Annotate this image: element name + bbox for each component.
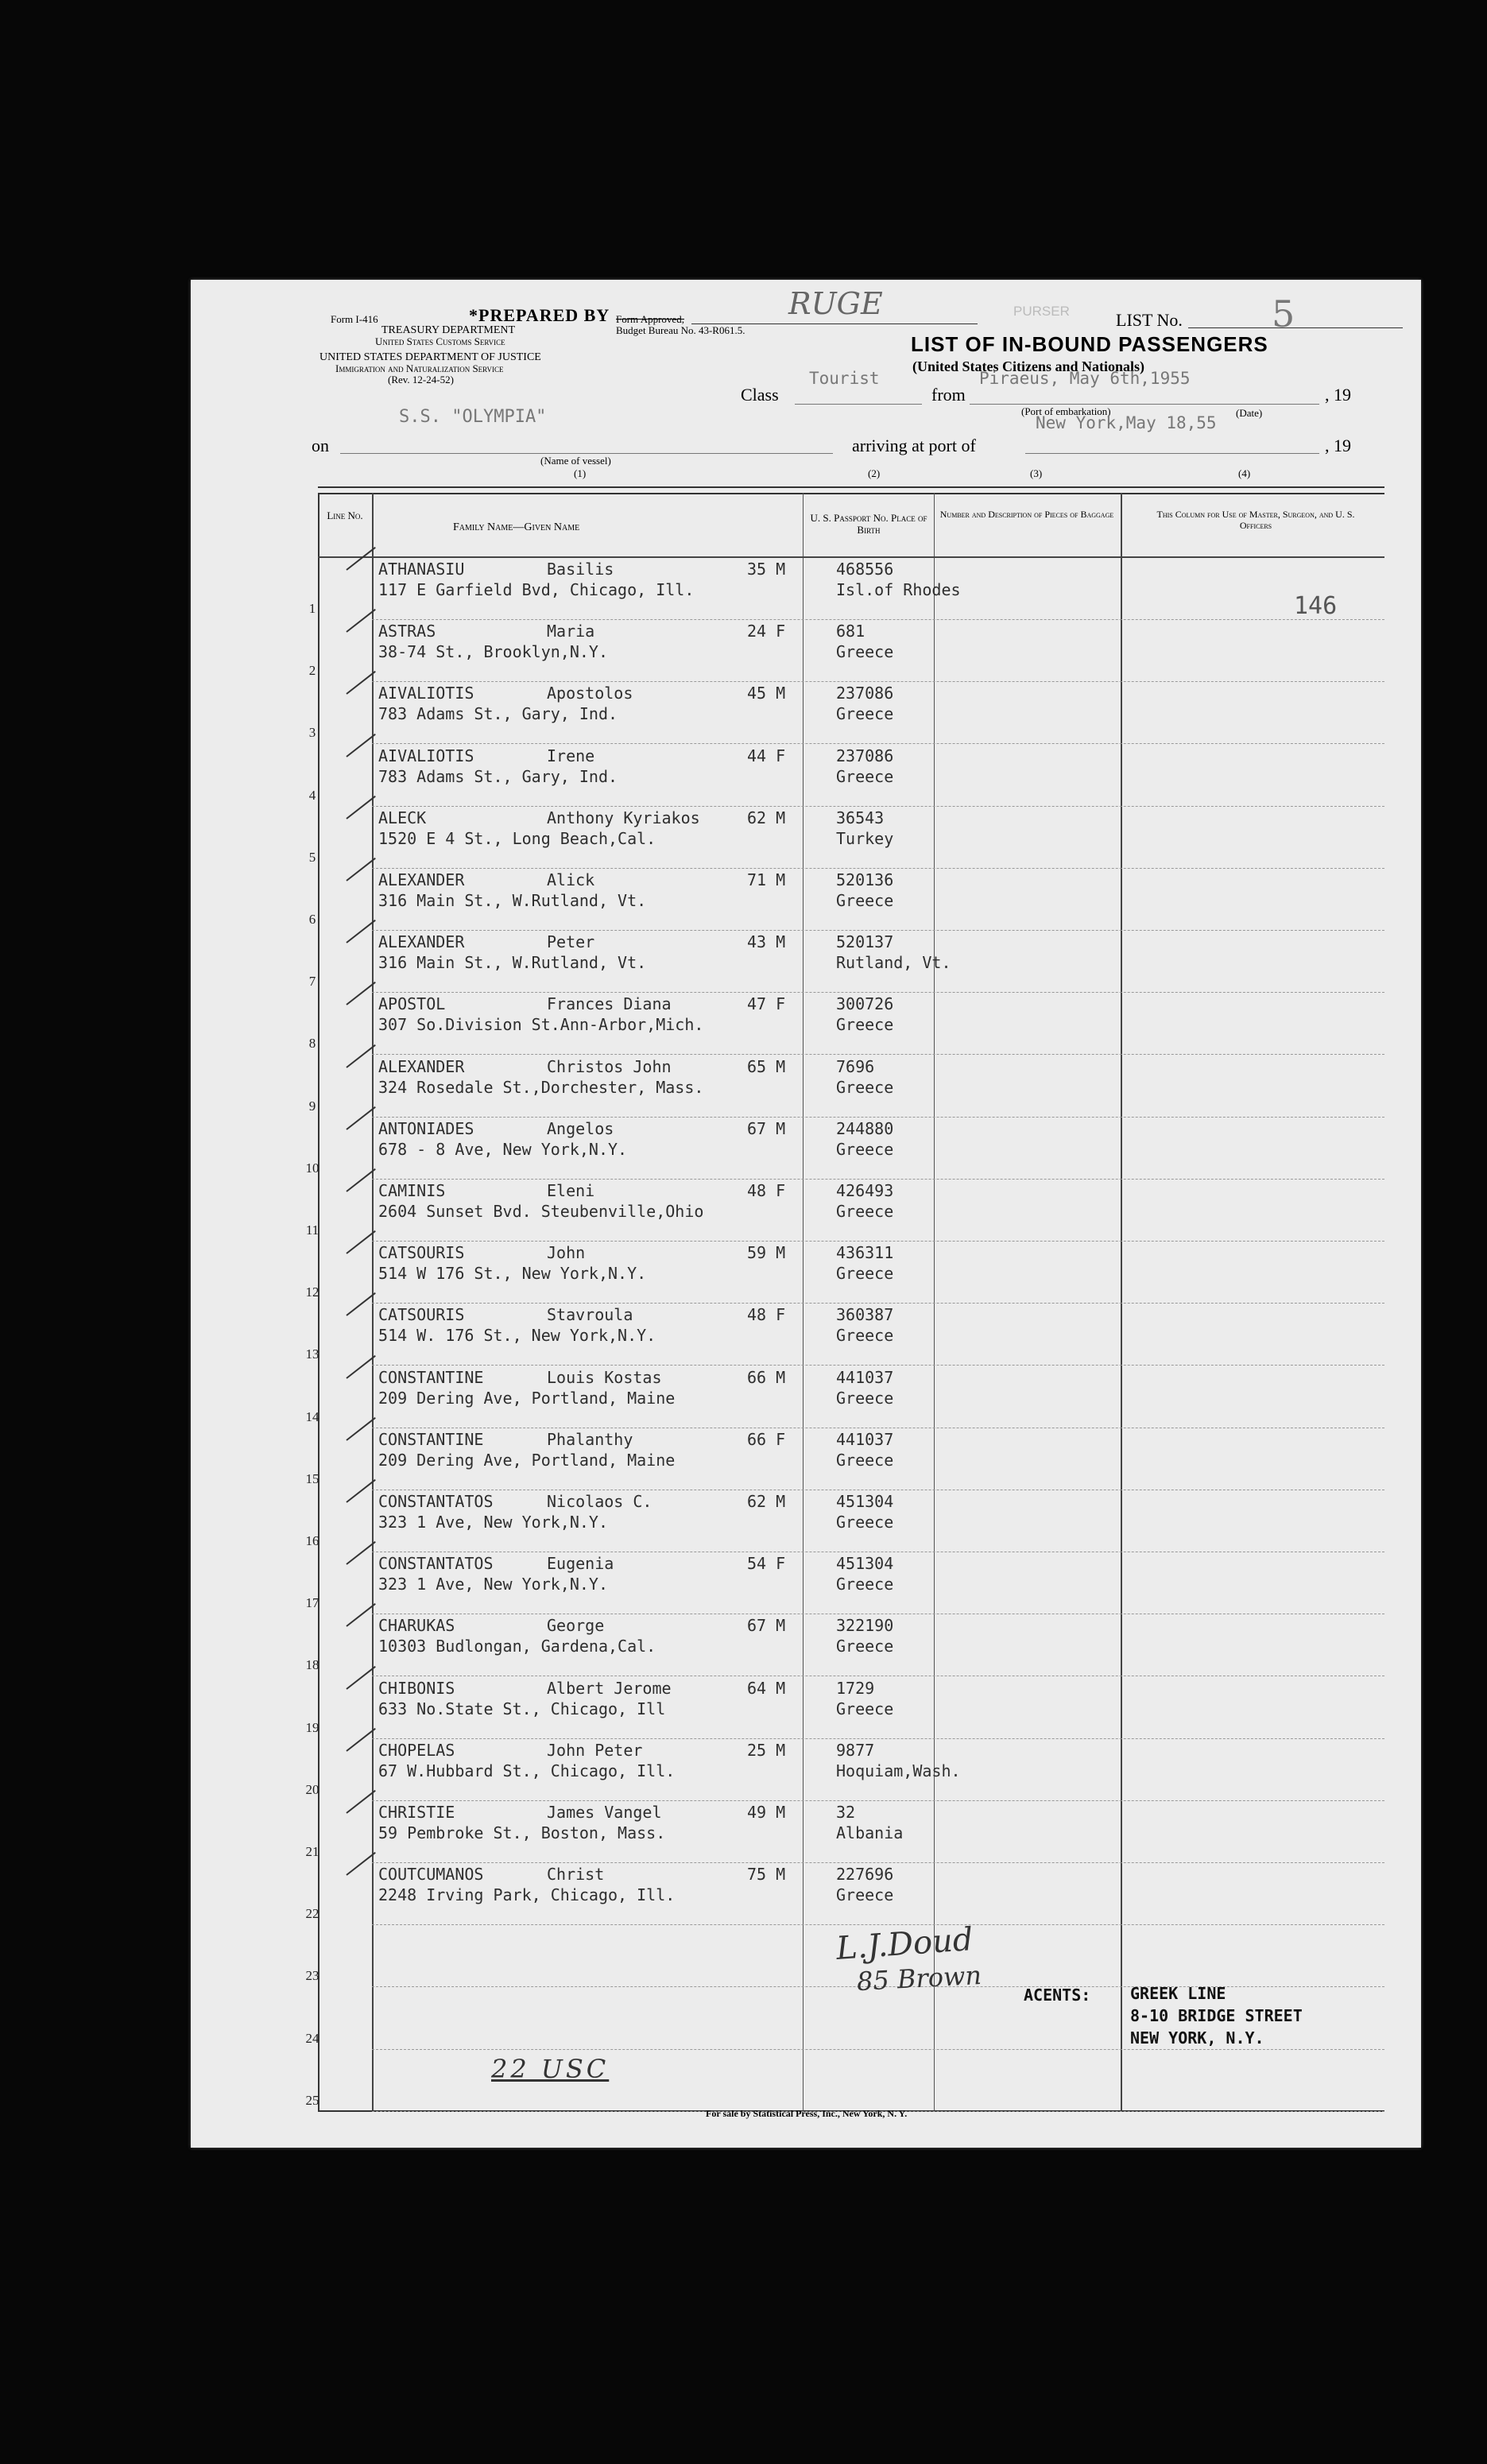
line-number: 18 [305,1657,319,1673]
agents-line3: NEW YORK, N.Y. [1130,2028,1264,2048]
age-sex: 43 M [747,932,786,952]
list-line [1188,327,1403,328]
table-row [308,620,1384,682]
age-sex: 71 M [747,870,786,889]
address: 678 - 8 Ave, New York,N.Y. [378,1139,628,1159]
header-officers: This Column for Use of Master, Surgeon, and U. S. Officers [1156,509,1355,531]
line-number: 8 [308,1036,316,1052]
address: 783 Adams St., Gary, Ind. [378,766,618,786]
footer-note: For sale by Statistical Press, Inc., New York, N. Y. [706,2108,908,2119]
family-name: CHRISTIE [378,1803,455,1822]
address: 59 Pembroke St., Boston, Mass. [378,1823,666,1842]
age-sex: 25 M [747,1740,786,1760]
table-top-border [318,493,1384,494]
given-name: Eleni [547,1181,595,1200]
from-value: Piraeus, May 6th,1955 [979,369,1191,388]
line-number: 5 [308,849,316,865]
list-number: 5 [1272,293,1295,335]
age-sex: 24 F [747,622,786,641]
page-title: LIST OF IN-BOUND PASSENGERS [911,332,1268,356]
given-name: Frances Diana [547,994,672,1014]
age-sex: 45 M [747,684,786,703]
age-sex: 62 M [747,1492,786,1511]
manifest-sheet [191,280,1421,2148]
treasury-line1: TREASURY DEPARTMENT [381,324,516,336]
address: 2604 Sunset Bvd. Steubenville,Ohio [378,1202,704,1221]
line-number: 14 [305,1408,319,1424]
line-number: 16 [305,1533,319,1548]
given-name: Apostolos [547,684,633,703]
address: 316 Main St., W.Rutland, Vt. [378,891,647,910]
given-name: Maria [547,622,595,641]
table-row [305,2050,1384,2112]
address: 38-74 St., Brooklyn,N.Y. [378,642,608,662]
passport-number: 451304 [836,1492,894,1511]
age-sex: 75 M [747,1865,786,1885]
family-name: ATHANASIU [378,560,465,579]
line-number: 17 [305,1595,319,1611]
given-name: Nicolaos C. [547,1492,652,1511]
address: 514 W 176 St., New York,N.Y. [378,1264,647,1284]
line-number: 23 [305,1968,319,1984]
family-name: ALEXANDER [378,870,465,889]
age-sex: 66 M [747,1367,786,1387]
passport-number: 441037 [836,1429,894,1449]
address: 633 No.State St., Chicago, Ill [378,1699,666,1718]
line-number: 4 [308,787,316,803]
table-row [305,1863,1384,1925]
age-sex: 67 M [747,1118,786,1138]
birth-place: Greece [836,1575,894,1594]
line-number: 24 [305,2030,319,2046]
purser-line [691,323,978,324]
age-sex: 44 F [747,746,786,765]
birth-place: Greece [836,1326,894,1346]
age-sex: 48 F [747,1181,786,1200]
line-number: 10 [305,1160,319,1176]
family-name: COUTCUMANOS [378,1865,484,1885]
age-sex: 49 M [747,1803,786,1822]
age-sex: 35 M [747,560,786,579]
address: 316 Main St., W.Rutland, Vt. [378,953,647,973]
birth-place: Greece [836,1388,894,1408]
passport-number: 227696 [836,1865,894,1885]
birth-place: Greece [836,1202,894,1221]
line-number: 9 [308,1098,316,1114]
given-name: Christ [547,1865,605,1885]
birth-place: Greece [836,1699,894,1718]
class-value: Tourist [809,369,880,388]
line-number: 2 [308,663,316,679]
birth-place: Greece [836,1077,894,1097]
family-name: CHIBONIS [378,1678,455,1698]
table-row [305,1304,1384,1366]
line-number: 7 [308,974,316,990]
table-row [308,931,1384,993]
family-name: CHARUKAS [378,1616,455,1636]
purser-name: RUGE [788,286,883,321]
justice-line2: Immigration and Naturalization Service [335,362,504,374]
passport-number: 36543 [836,808,885,827]
age-sex: 48 F [747,1305,786,1325]
officer-mark: 146 [1294,592,1338,620]
given-name: Louis Kostas [547,1367,662,1387]
port-embark-caption: (Port of embarkation) [1021,405,1111,417]
passport-number: 360387 [836,1305,894,1325]
birth-place: Hoquiam,Wash. [836,1761,961,1780]
agents-label: ACENTS: [1024,1986,1091,2005]
table-row [308,993,1384,1055]
given-name: George [547,1616,605,1636]
birth-place: Greece [836,1015,894,1035]
passport-number: 244880 [836,1118,894,1138]
table-row [305,1490,1384,1552]
budget-approval-strike: Form Approved, [616,313,684,325]
given-name: Irene [547,746,595,765]
purser-label: PURSER [1013,304,1070,319]
header-line-no: Line No. [327,509,363,521]
age-sex: 54 F [747,1554,786,1574]
birth-place: Albania [836,1823,904,1842]
address: 323 1 Ave, New York,N.Y. [378,1575,608,1594]
birth-place: Greece [836,766,894,786]
from-label: from [931,385,966,405]
header-baggage: Number and Description of Pieces of Baggage [939,509,1114,520]
family-name: ALECK [378,808,427,827]
line-number: 22 [305,1906,319,1922]
class-label: Class [741,385,779,405]
line-number: 6 [308,912,316,927]
birth-place: Greece [836,1885,894,1905]
given-name: John Peter [547,1740,643,1760]
address: 209 Dering Ave, Portland, Maine [378,1450,676,1470]
passport-number: 451304 [836,1554,894,1574]
table-row [305,1242,1384,1304]
table-row [305,1180,1384,1242]
birth-place: Greece [836,1637,894,1656]
on-label: on [312,436,329,455]
passport-number: 441037 [836,1367,894,1387]
vessel-line [340,453,833,454]
table-row [308,869,1384,931]
birth-place: Greece [836,1139,894,1159]
age-sex: 47 F [747,994,786,1014]
column-number-1: (1) [574,467,587,479]
signature-line2: 85 Brown [856,1959,982,1997]
given-name: Phalanthy [547,1429,633,1449]
address: 117 E Garfield Bvd, Chicago, Ill. [378,580,695,599]
address: 1520 E 4 St., Long Beach,Cal. [378,828,656,848]
date-caption: (Date) [1236,407,1263,419]
age-sex: 66 F [747,1429,786,1449]
passport-number: 237086 [836,684,894,703]
table-row [308,807,1384,869]
arrival-value: New York,May 18,55 [1036,413,1217,432]
passport-number: 9877 [836,1740,875,1760]
class-line [795,404,922,405]
birth-place: Turkey [836,828,894,848]
line-number: 1 [308,601,316,616]
address: 783 Adams St., Gary, Ind. [378,704,618,724]
from-line [970,404,1319,405]
given-name: Peter [547,932,595,952]
prepared-by-label: *PREPARED BY [469,305,610,325]
given-name: Eugenia [547,1554,614,1574]
arrival-line [1025,453,1319,454]
form-number: Form I-416 [331,313,378,325]
line-number: 13 [305,1346,319,1362]
address: 10303 Budlongan, Gardena,Cal. [378,1637,656,1656]
age-sex: 62 M [747,808,786,827]
passport-number: 300726 [836,994,894,1014]
arrival-year-suffix: , 19 [1325,436,1351,455]
column-number-2: (2) [868,467,881,479]
line-number: 3 [308,725,316,741]
family-name: CONSTANTINE [378,1429,484,1449]
family-name: APOSTOL [378,994,446,1014]
family-name: ASTRAS [378,622,436,641]
treasury-line2: United States Customs Service [375,335,505,347]
page-subtitle: (United States Citizens and Nationals) [912,358,1145,374]
arriving-label: arriving at port of [852,436,976,455]
table-row [308,1056,1384,1118]
year-suffix: , 19 [1325,385,1351,405]
family-name: CONSTANTATOS [378,1554,494,1574]
line-number: 12 [305,1284,319,1300]
address: 2248 Irving Park, Chicago, Ill. [378,1885,676,1905]
table-row [305,1677,1384,1739]
family-name: CONSTANTINE [378,1367,484,1387]
age-sex: 67 M [747,1616,786,1636]
vessel-caption: (Name of vessel) [540,455,611,467]
passport-number: 322190 [836,1616,894,1636]
given-name: Stavroula [547,1305,633,1325]
age-sex: 65 M [747,1056,786,1076]
justice-line1: UNITED STATES DEPARTMENT OF JUSTICE [319,351,541,363]
birth-place: Greece [836,1450,894,1470]
passport-number: 426493 [836,1181,894,1200]
table-row [308,558,1384,620]
address: 514 W. 176 St., New York,N.Y. [378,1326,656,1346]
given-name: Angelos [547,1118,614,1138]
passport-number: 520136 [836,870,894,889]
given-name: Christos John [547,1056,672,1076]
header-rule [318,486,1384,488]
table-row [305,1552,1384,1614]
table-row [305,1428,1384,1490]
birth-place: Greece [836,1513,894,1532]
age-sex: 64 M [747,1678,786,1698]
passport-number: 1729 [836,1678,875,1698]
address: 324 Rosedale St.,Dorchester, Mass. [378,1077,704,1097]
age-sex: 59 M [747,1243,786,1263]
table-row [305,1739,1384,1801]
address: 323 1 Ave, New York,N.Y. [378,1513,608,1532]
family-name: CONSTANTATOS [378,1492,494,1511]
family-name: CATSOURIS [378,1243,465,1263]
header-name: Family Name—Given Name [453,521,580,533]
line-number: 15 [305,1470,319,1486]
given-name: Anthony Kyriakos [547,808,700,827]
table-row [308,745,1384,807]
check-mark-icon [346,547,375,571]
passport-number: 681 [836,622,865,641]
passport-number: 520137 [836,932,894,952]
family-name: CHOPELAS [378,1740,455,1760]
given-name: Alick [547,870,595,889]
line-number: 20 [305,1781,319,1797]
family-name: ALEXANDER [378,932,465,952]
line-number: 19 [305,1719,319,1735]
agents-line1: GREEK LINE [1130,1984,1226,2003]
family-name: ANTONIADES [378,1118,474,1138]
given-name: James Vangel [547,1803,662,1822]
list-label: LIST No. [1116,310,1183,330]
address: 307 So.Division St.Ann-Arbor,Mich. [378,1015,704,1035]
birth-place: Greece [836,642,894,662]
passport-number: 7696 [836,1056,875,1076]
line-number: 25 [305,2092,319,2108]
birth-place: Greece [836,1264,894,1284]
birth-place: Rutland, Vt. [836,953,951,973]
address: 209 Dering Ave, Portland, Maine [378,1388,676,1408]
family-name: AIVALIOTIS [378,746,474,765]
passport-number: 32 [836,1803,856,1822]
signature-line1: L.J.Doud [835,1921,974,1967]
given-name: Basilis [547,560,614,579]
family-name: CAMINIS [378,1181,446,1200]
passport-number: 436311 [836,1243,894,1263]
birth-place: Greece [836,891,894,910]
passport-number: 237086 [836,746,894,765]
agents-line2: 8-10 BRIDGE STREET [1130,2006,1303,2025]
address: 67 W.Hubbard St., Chicago, Ill. [378,1761,676,1780]
birth-place: Greece [836,704,894,724]
vessel-name: S.S. "OLYMPIA" [399,407,547,427]
column-number-4: (4) [1238,467,1251,479]
table-row [308,682,1384,744]
line-number: 21 [305,1844,319,1859]
family-name: AIVALIOTIS [378,684,474,703]
given-name: John [547,1243,586,1263]
count-note: 22 USC [491,2054,610,2084]
revision: (Rev. 12-24-52) [388,374,454,385]
passport-number: 468556 [836,560,894,579]
family-name: CATSOURIS [378,1305,465,1325]
given-name: Albert Jerome [547,1678,672,1698]
table-row [305,1801,1384,1863]
header-passport: U. S. Passport No. Place of Birth [810,512,927,536]
table-row [305,1614,1384,1676]
table-row [305,1366,1384,1428]
birth-place: Isl.of Rhodes [836,580,961,599]
line-number: 11 [305,1222,319,1238]
column-number-3: (3) [1030,467,1043,479]
passenger-table [305,493,1384,2110]
table-row [305,1118,1384,1180]
budget-approval: Budget Bureau No. 43-R061.5. [616,324,745,336]
family-name: ALEXANDER [378,1056,465,1076]
